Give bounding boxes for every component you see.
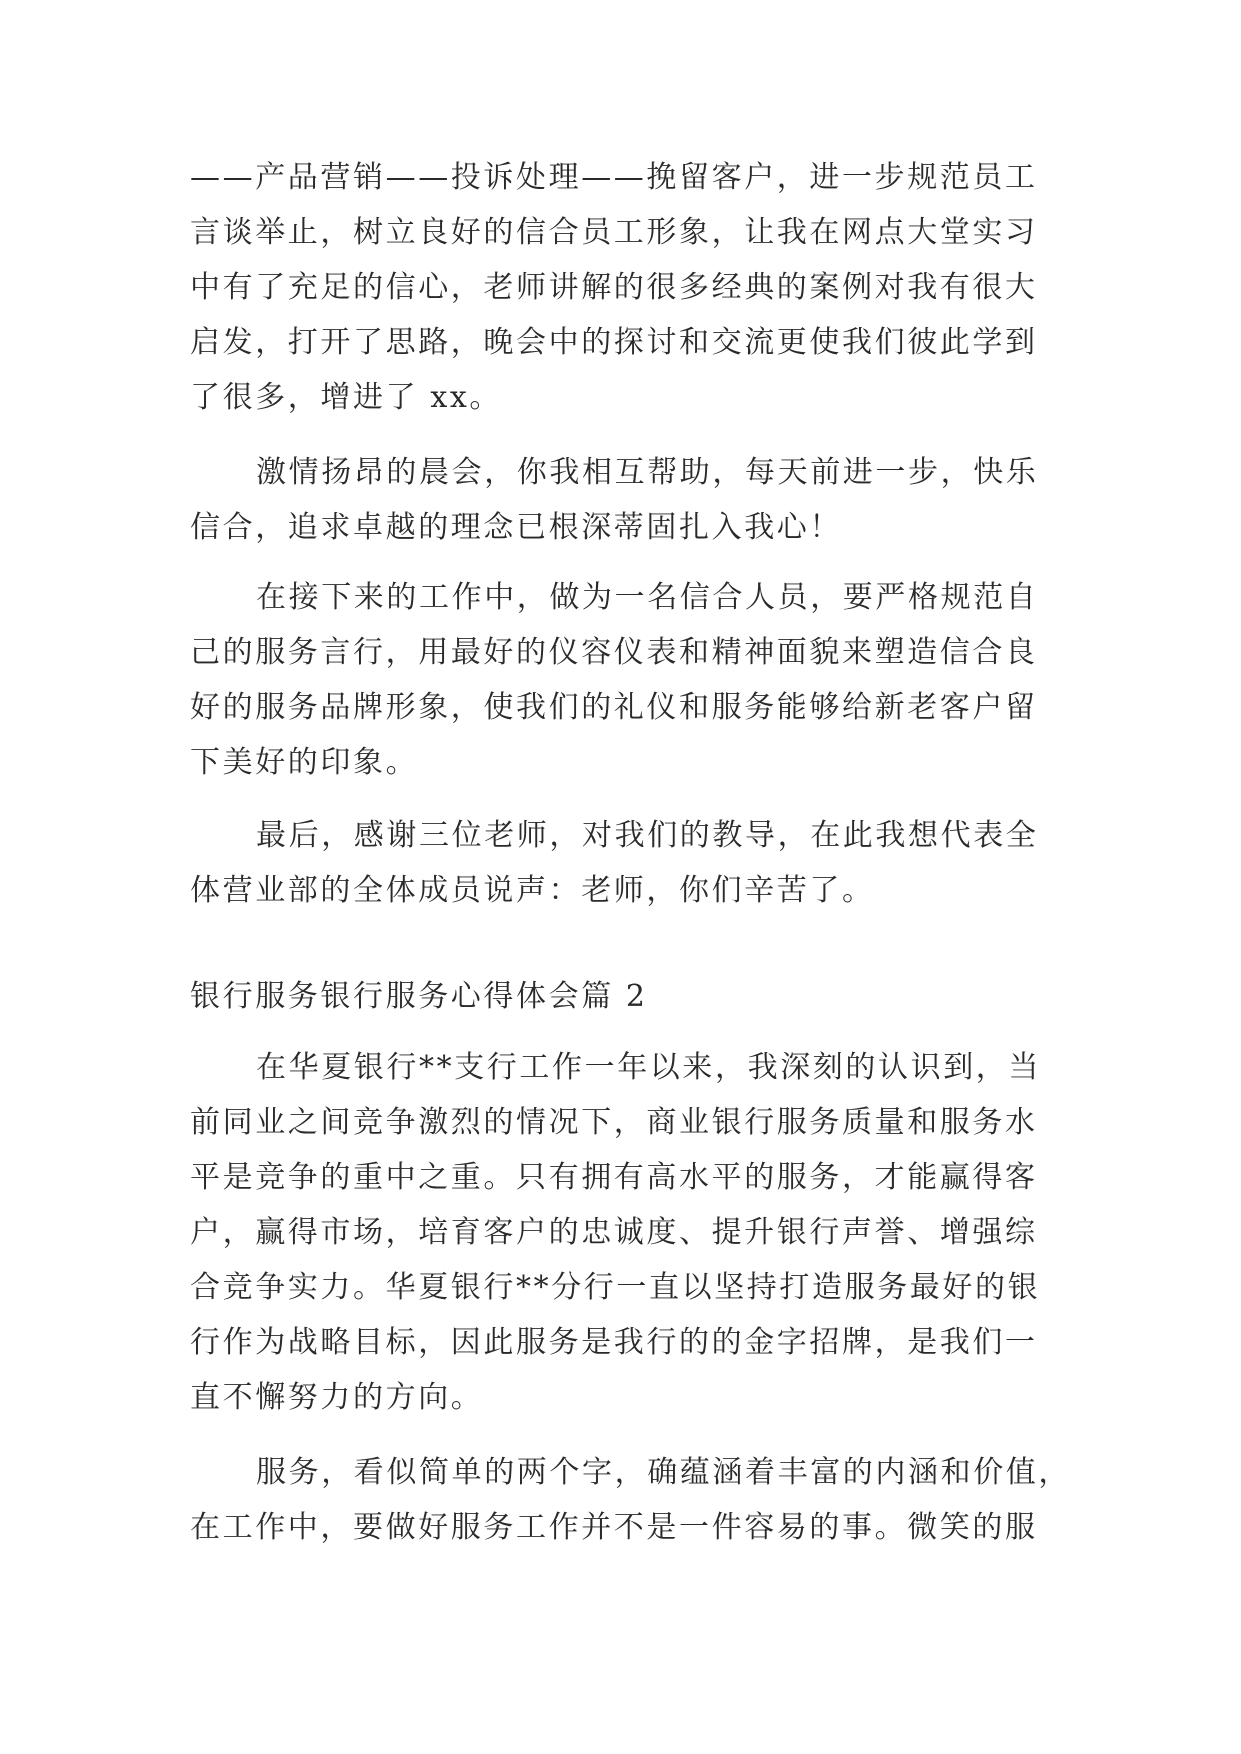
text-line: 直不懈努力的方向。 <box>190 1380 484 1415</box>
section-title: 银行服务银行服务心得体会篇 2 <box>190 979 648 1014</box>
text-line: ——产品营销——投诉处理——挽留客户，进一步规范员工 <box>190 160 1038 195</box>
text-line: 前同业之间竞争激烈的情况下，商业银行服务质量和服务水 <box>190 1105 1038 1140</box>
text-line: 信合，追求卓越的理念已根深蒂固扎入我心！ <box>190 510 842 545</box>
text-line: 在华夏银行**支行工作一年以来，我深刻的认识到，当 <box>256 1050 1041 1085</box>
paragraph-2 <box>190 445 1054 555</box>
text-line: 启发，打开了思路，晚会中的探讨和交流更使我们彼此学到 <box>190 325 1038 360</box>
text-line: 体营业部的全体成员说声：老师，你们辛苦了。 <box>190 873 875 908</box>
text-line: 在接下来的工作中，做为一名信合人员，要严格规范自 <box>256 580 1039 615</box>
text-line: 服务，看似简单的两个字，确蕴涵着丰富的内涵和价值， <box>256 1455 1071 1490</box>
paragraph-3 <box>190 570 1054 790</box>
text-line: 平是竞争的重中之重。只有拥有高水平的服务，才能赢得客 <box>190 1160 1038 1195</box>
paragraph-1 <box>190 150 1054 425</box>
text-line: 行作为战略目标，因此服务是我行的的金字招牌，是我们一 <box>190 1325 1038 1360</box>
text-line: 好的服务品牌形象，使我们的礼仪和服务能够给新老客户留 <box>190 690 1038 725</box>
paragraph-4 <box>190 808 1054 918</box>
text-line: 在工作中，要做好服务工作并不是一件容易的事。微笑的服 <box>190 1510 1038 1545</box>
text-line: 己的服务言行，用最好的仪容仪表和精神面貌来塑造信合良 <box>190 635 1038 670</box>
text-line: 下美好的印象。 <box>190 745 419 780</box>
section-paragraph-1 <box>190 1040 1054 1425</box>
text-line: 激情扬昂的晨会，你我相互帮助，每天前进一步，快乐 <box>256 455 1039 490</box>
text-line: 户，赢得市场，培育客户的忠诚度、提升银行声誉、增强综 <box>190 1215 1038 1250</box>
text-line: 了很多，增进了 xx。 <box>190 380 502 415</box>
text-line: 言谈举止，树立良好的信合员工形象，让我在网点大堂实习 <box>190 215 1038 250</box>
section-paragraph-2 <box>190 1445 1071 1555</box>
text-line: 最后，感谢三位老师，对我们的教导，在此我想代表全 <box>256 818 1039 853</box>
text-line: 合竞争实力。华夏银行**分行一直以坚持打造服务最好的银 <box>190 1270 1041 1305</box>
text-line: 中有了充足的信心，老师讲解的很多经典的案例对我有很大 <box>190 270 1038 305</box>
